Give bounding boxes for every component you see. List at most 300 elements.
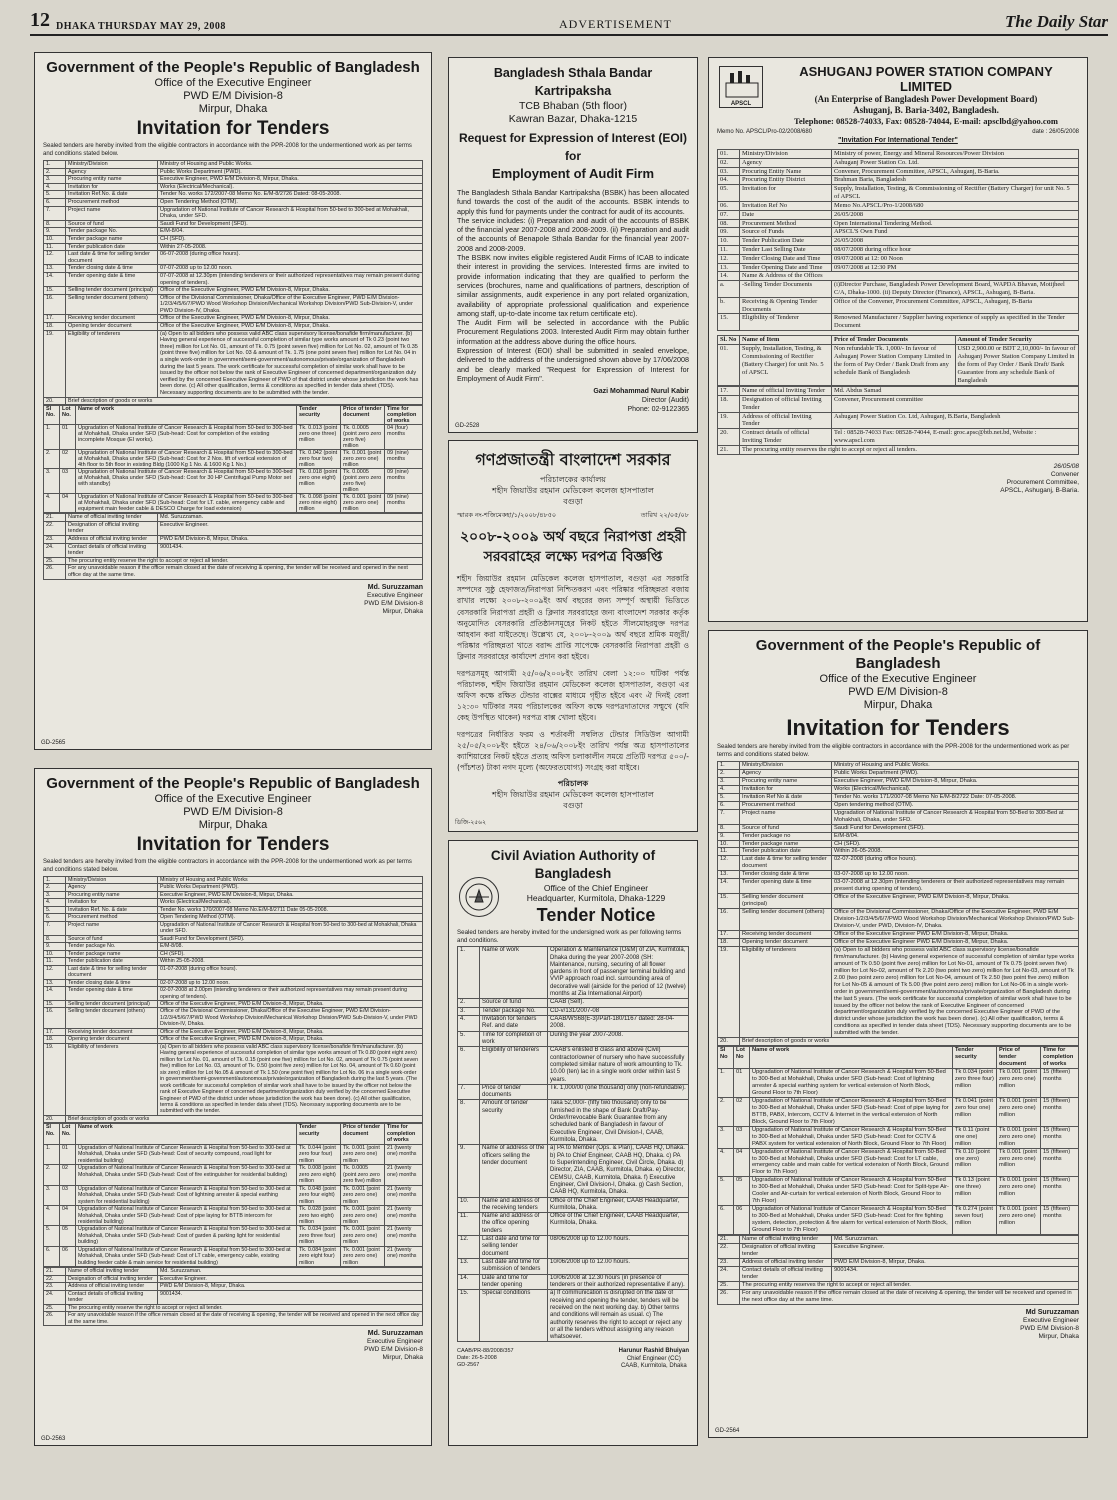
table-cell: Tk. 0.001 (point zero zero one) million [341,1185,385,1205]
table-cell: Last date and time for submission of tenders [480,1259,548,1275]
table-row [718,1258,1079,1266]
table-cell: 4. [44,183,66,191]
table-header-cell: Time for completion of works [385,406,423,425]
table-cell: Procurement method [66,198,158,206]
office-line: Office of the Executive Engineer [154,793,312,805]
bn-office: পরিচালকের কার্যালয় [540,475,606,484]
caab-ref: CAAB/PR-88/2008/357 [457,1348,514,1355]
signatory-title: Executive Engineer [366,591,423,599]
signatory-place: Mirpur, Dhaka [1038,1332,1079,1340]
table-cell: Ministry of Housing and Public Works [158,877,423,884]
table-cell: 04 [60,1206,76,1226]
table-cell: Office of the Convener, Procurement Committee, APSCL, Ashuganj, B-Baria [832,297,1079,314]
table-cell: Price of tender documents [480,1084,548,1100]
table-cell: Opening tender document [740,938,832,946]
signatory-place: CAAB, Kurmitola, Dhaka [620,1363,687,1370]
table-header-cell: Price of tender document [341,406,385,425]
gd-code: ডিজি-২৫৬২ [455,819,486,826]
table-cell: 09 (nine) months [385,494,423,513]
table-cell: Invitation for [66,183,158,191]
signatory-name: Md. Suruzzaman [367,583,423,591]
table-row [44,1268,423,1275]
table-cell: Upgradation of National Institute of Cancer Research & Hospital from 50-bed to 300-bed at Mohakhali, Dhaka, under SFD. [158,206,423,220]
table-cell: 2. [44,1165,60,1185]
table-cell: Invitation for [740,785,832,793]
table-cell: Upgradation of National Institute of Cancer Research & Hospital from 50-bed to 300-bed at Mohakhali, Dhaka under SFD (Sub-head: Cost of fire extinguisher for residential building) [76,1165,297,1185]
table-cell: Invitation Ref.No. & date [66,191,158,199]
table-cell: 21. [44,514,66,522]
table-cell: PWD E/M Division-8, Mirpur, Dhaka. [158,535,423,543]
table-row [44,1144,423,1164]
table-cell: Tk 0.001 (point zero zero one) million [997,1206,1041,1235]
table-cell: Office of the Divisional Commissioner, Dhaka/Office of the Executive Engineer, PWD E/M Division-1/2/3/4/5/6/7/PWD Wood Workshop Division/Mechanical Workshop Division/PWD Sub-Division-V, under PWD Division-IV, Dhaka. [158,1008,423,1028]
table-cell: 15 (fifteen) months [1041,1126,1079,1148]
table-row [44,228,423,236]
table-cell: 6. [44,914,66,921]
table-cell: Designation of official Inviting Tender [740,395,832,412]
apscl-price-table [717,335,1079,386]
table-cell: Tender closing date & time [66,265,158,273]
table-cell: Upgradation of National Institute of Cancer Research & Hospital from 50-bed to 300-bed at Mohakhali, Dhaka under SFD (Sub-head: Cost for completion of the existing incomplete Mosque (EI works). [76,425,297,450]
table-cell: Upgradation of National Institute of Cancer Research & Hospital from 50-Bed to 300-Bed at Mohakhali, Dhaka under SFD (Sub-head: Cost of pipe laying for BTTB, PABX, Intercom, CCTV & Internet in the vertical extension of North Block, Ground Floor to 7th Floor) [750,1097,953,1126]
division-line: PWD E/M Division-8 [848,686,948,698]
table-cell: 14. [44,272,66,286]
table-header-cell: Name of Item [740,336,832,345]
table-row [44,323,423,331]
signature-block [43,584,423,616]
table-header-cell: Price of tender document [997,1047,1041,1069]
table-cell: Office of the Executive Engineer PWD E/M Division-8, Mirpur, Dhaka. [832,930,1079,938]
table-cell: Upgradation of National Institute of Cancer Research & Hospital from 50-Bed to 300-Bed at Mohakhali, Dhaka under SFD (Sub-head: Cost for CCTV & PABX system for vertical extension of North Block, Ground Floor to 7th Floor) [750,1126,953,1148]
table-cell: Saudi Fund for Development (SFD). [158,935,423,942]
table-cell: 20. [44,1115,66,1122]
table-cell: 5. [458,1031,480,1047]
ad-title: Invitation for Tenders [136,118,330,139]
table-cell: 01. [718,150,740,159]
table-cell: Selling tender document (principal) [66,1000,158,1007]
table-row [718,245,1079,254]
signature-date: 26/05/08 [1053,462,1079,470]
table-header-cell: Price of tender document [341,1124,385,1144]
table-cell: 17. [44,1028,66,1035]
table-cell: Upgradation of National Institute of Cancer Research & Hospital from 50-Bed to 300-Bed at Mohakhali, Dhaka, under SFD. [832,809,1079,824]
tender-tail-table [717,1235,1079,1305]
table-cell: 9001434. [158,543,423,557]
table-cell: Last date & time for selling tender document [66,251,158,265]
table-row [44,494,423,513]
table-cell: Supply, Installation, Testing, & Commissioning of Rectifier (Battery Charger) for unit No. 5 of APSCL [740,345,832,386]
table-cell: 4. [718,785,740,793]
table-cell: Works (Electrical/Mechanical). [158,183,423,191]
table-row [718,1281,1079,1289]
table-row [718,1038,1079,1046]
table-cell: 6. [44,1246,60,1266]
table-cell: 04 [734,1148,750,1177]
table-cell: Convener, Procurement Committee, APSCL, Ashuganj, B-Baria. [832,167,1079,176]
table-cell: Tk 0.001 (point zero zero one) million [997,1069,1041,1098]
masthead [30,9,1108,36]
table-cell: 26. [44,565,66,579]
table-cell: 9001434. [832,1266,1079,1281]
table-cell: Tender Opening Date and Time [740,263,832,272]
table-cell: Tk. 1,000/00 (one thousand) only (non-refundable). [548,1084,689,1100]
table-cell: 5. [44,906,66,913]
signatory-division: PWD E/M Division-8 [1020,1324,1079,1332]
table-cell: 03 [734,1126,750,1148]
table-cell: 09 (nine) months [385,469,423,494]
table-cell: 1. [44,1144,60,1164]
table-header-cell: Amount of Tender Security [955,336,1079,345]
table-cell: 04. [718,176,740,185]
address-line-2: Kawran Bazar, Dhaka-1215 [508,113,638,125]
bsbk-eoi-ad [448,57,698,433]
table-cell: For any unavoidable reason if the office remain closed at the date of receiving & opening, the tender will be received and opened in the next office day at the same time. [66,1312,423,1326]
gov-heading: Government of the People's Republic of Bangladesh [755,637,1041,672]
table-cell: Tender package name [740,840,832,848]
table-row [44,469,423,494]
table-cell: 5. [718,1177,734,1206]
table-cell: 18. [44,323,66,331]
apscl-contact-table [717,386,1079,455]
table-cell: 18. [718,938,740,946]
table-cell: 12. [44,251,66,265]
table-cell: 10. [718,840,740,848]
table-cell: 03-07-2008 at 12.30pm (intending tenderers or their authorized representatives may remain present during opening of tenders). [832,879,1079,894]
table-cell: a) If communication is disrupted on the date of receiving and opening the tender, tenders will be received on the next working day. b) Other terms and conditions will remain as usual. c) The authority reserves the right to accept or reject any or all the tenders without assigning any reason whatsoever. [548,1290,689,1342]
table-cell: 10/06/2008 up to 12.00 hours. [548,1259,689,1275]
table-cell: 1. [458,947,480,999]
table-cell: Tk. 0.084 (point zero eight four) million [297,1246,341,1266]
table-row [718,1206,1079,1235]
table-cell: Tel : 08528-74033 Fax: 08528-74044, E-mail: groc.apsc@btb.net.bd, Website : www.apscl.com [832,429,1079,446]
table-cell: 07-07-2008 up to 12.00 noon. [158,265,423,273]
table-row [718,158,1079,167]
table-cell: Date and time for tender opening [480,1274,548,1290]
signatory-division: PWD E/M Division-8 [364,599,423,607]
table-cell: Date [740,210,832,219]
table-cell: Tender publication date [740,848,832,856]
table-header-cell: Lot No. [60,406,76,425]
table-row [44,294,423,315]
table-row [44,1246,423,1266]
table-cell: Office of the Chief Engineer, CAAB Headquarter, Kurmitola, Dhaka. [548,1197,689,1213]
table-row [44,251,423,265]
table-row [718,429,1079,446]
table-row [718,1177,1079,1206]
table-cell: Tk. 0.042 (point zero four two) million [297,450,341,469]
company-contact: Telephone: 08528-74033, Fax: 08528-74044, E-mail: apsclbd@yahoo.com [793,116,1058,126]
table-cell: Time for completion of work [480,1031,548,1047]
table-cell: 06 [734,1206,750,1235]
table-cell: 2. [718,1097,734,1126]
table-cell: Tender Publication Date [740,237,832,246]
apscl-logo-icon: APSCL [719,66,763,108]
table-cell: 21 (twenty one) months [385,1226,423,1246]
table-cell: Address of official inviting tender [66,535,158,543]
table-cell: 1. [718,762,740,770]
table-cell: Selling tender document (others) [66,1008,158,1028]
table-cell: Tender closing date & time [66,979,158,986]
table-cell: 18. [44,1036,66,1043]
table-cell: The procuring entity reserve the right to accept or reject all tender. [66,1304,423,1311]
ad-intro: Sealed tenders are hereby invited from the eligible contractors in accordance with the PPR-2008 for the undermentioned work as per terms and conditions stated below. [717,744,1070,758]
table-header-cell: Name of work [76,1124,297,1144]
table-row [718,1069,1079,1098]
table-cell: 3. [718,777,740,785]
table-cell: Tender publication date [66,243,158,251]
table-cell: 01 [60,425,76,450]
table-cell: 21 (twenty one) months [385,1165,423,1185]
table-row [718,201,1079,210]
table-cell: 8. [44,220,66,228]
table-cell: CH (SFD). [158,235,423,243]
table-cell: E/M-8/04. [158,228,423,236]
signature-block [457,387,689,414]
table-cell: 05 [60,1226,76,1246]
table-cell: Tk 0.034 (point zero three four) million [953,1069,997,1098]
table-cell: Ministry/Division [66,877,158,884]
table-cell: 05 [734,1177,750,1206]
table-cell: Designation of official inviting tender [66,521,158,535]
table-cell: 13. [44,979,66,986]
memo-date: date : 26/05/2008 [1032,129,1079,135]
table-cell: Works (Electrical/Mechanical). [158,899,423,906]
table-row [44,884,423,891]
caab-tender-notice [448,840,698,1446]
table-row [718,281,1079,298]
table-cell: Project name [66,206,158,220]
table-cell: 17. [44,315,66,323]
place-line: Mirpur, Dhaka [863,699,933,711]
signatory-title: Executive Engineer [366,1338,423,1345]
org-name: Bangladesh Sthala Bandar Kartripaksha [493,66,653,98]
table-row [718,832,1079,840]
table-cell: Ashuganj Power Station Co. Ltd. [832,158,1079,167]
table-cell: Procuring entity name [66,176,158,184]
table-row [44,198,423,206]
table-cell: 10. [44,235,66,243]
table-header-cell: Tender security [297,1124,341,1144]
table-cell: 1. [44,161,66,169]
table-cell: Md. Suruzzaman. [832,1236,1079,1244]
table-row [44,265,423,273]
eoi-paragraph-5: Expression of Interest (EOI) shall be submitted in sealed envelope, delivered to the address of the undersigned shown above by 17/06/2008 and be clearly marked "Request for Expression of Interest for Employment of Audit Firm". [457,346,689,383]
table-cell: 10/06/2008 at 12.30 hours (in presence of tenderers or their authorized representative if any). [548,1274,689,1290]
table-row [458,1274,689,1290]
table-cell: Ministry of power, Energy and Mineral Resources/Power Division [832,150,1079,159]
table-row [44,183,423,191]
table-cell: 15. [44,287,66,295]
table-row [44,1226,423,1246]
table-row [718,938,1079,946]
table-row [458,947,689,999]
table-cell: Address of official inviting tender [66,1283,158,1290]
memo-number: Memo No. APSCL/Pro-02/2008/680 [717,129,813,135]
caab-date: Date: 26-5-2008 [457,1355,497,1362]
table-cell: Upgradation of National Institute of Cancer Research & Hospital from 50-bed to 300-bed at Mohakhali, Dhaka under SFD (Sub-head: Cost for LT. cable, emergency cable and equipment main feeder cable & DESCO Charge for load extension) [76,494,297,513]
table-cell: 08/07/2008 during office hour [832,245,1079,254]
table-header-cell: Price of Tender Documents [832,336,956,345]
notice-intro: Sealed tenders are hereby invited for the undersigned work as per following terms and conditions. [457,929,682,944]
signatory-place: Mirpur, Dhaka [382,607,423,615]
eoi-title: Request for Expression of Interest (EOI) [458,131,688,145]
table-cell: 26. [718,1289,740,1304]
gd-code: GD-2563 [41,1436,66,1442]
table-cell: 12. [718,254,740,263]
table-cell: 19. [718,412,740,429]
table-cell: Tender package No. [66,228,158,236]
table-cell: 24. [718,1266,740,1281]
table-cell: 22. [44,1275,66,1282]
table-cell: 17. [718,387,740,396]
table-cell: Tk. 0.034 (point zero three four) million [297,1226,341,1246]
table-cell: 05. [718,185,740,202]
table-cell: Last date and time for selling tender document [480,1236,548,1259]
table-cell: Source of Funds [740,228,832,237]
table-row [44,958,423,965]
table-cell: 02-07-2008 up to 12.00 noon. [158,979,423,986]
signatory-committee: Procurement Committee, [1006,478,1079,486]
table-cell: Selling tender document (principal) [740,894,832,909]
table-cell: Upgradation of National Institute of Cancer Research & Hospital from 50-bed to 300-bed at Mohakhali, Dhaka under SFD (Sub-head: Cost of pipe laying for BTTB intercom for residential building) [76,1206,297,1226]
table-header-row [44,1124,423,1144]
section-label: ADVERTISEMENT [559,17,672,31]
table-row [718,762,1079,770]
gd-code: GD-2565 [41,740,66,746]
table-cell: Receiving & Opening Tender Documents [740,297,832,314]
table-cell: Brahman Baria, Bangladesh [832,176,1079,185]
eoi-title-for: for [565,149,581,163]
table-cell: Saudi Fund for Development (SFD). [158,220,423,228]
table-cell: Tender package No. [480,1007,548,1015]
company-enterprise: (An Enterprise of Bangladesh Power Development Board) [814,94,1038,104]
table-cell: Upgradation of National Institute of Cancer Research & Hospital from 50-Bed to 300-Bed at Mohakhali, Dhaka under SFD (Sub-head: Cost of lightning arrester & special earthing system for vertical extension of North Block, Ground Floor to 7th Floor) [750,1069,953,1098]
address-line-1: TCB Bhaban (5th floor) [519,100,627,112]
table-row [44,521,423,535]
org-name: Civil Aviation Authority of Bangladesh [490,848,656,881]
table-header-cell: Sl No. [44,1124,60,1144]
table-row [718,167,1079,176]
table-cell: 06-07-2008 (during office hours). [158,251,423,265]
table-cell: 10. [718,237,740,246]
table-cell: 2. [44,168,66,176]
table-row [44,1036,423,1043]
table-cell: 16. [44,1008,66,1028]
table-cell: 03 [60,469,76,494]
table-cell: 15. [458,1290,480,1342]
signatory-name: Md Suruzzaman [1025,1308,1079,1316]
table-cell: 6. [718,801,740,809]
table-cell: 03. [718,167,740,176]
notice-title: Tender Notice [536,905,656,925]
table-cell: CAAB/WS68(E-3)/Part-180/1167 dated: 28-04-2008. [548,1016,689,1032]
table-cell: Designation of official inviting tender [740,1243,832,1258]
bn-signatory-hospital: শহীদ জিয়াউর রহমান মেডিকেল কলেজ হাসপাতাল [492,790,654,800]
table-row [44,987,423,1001]
table-cell: 3. [718,1126,734,1148]
table-cell: 15 (fifteen) months [1041,1148,1079,1177]
bn-hospital: শহীদ জিয়াউর রহমান মেডিকেল কলেজ হাসপাতাল [492,486,654,495]
table-cell: The procuring entity reserves the right to accept or reject all tenders. [740,445,1079,454]
table-cell: Tk. 0.044 (point zero four four) million [297,1144,341,1164]
table-cell: 04 [60,494,76,513]
table-cell: 15. [44,1000,66,1007]
table-cell: Executive Engineer, PWD E/M Division-8, Mirpur, Dhaka. [158,891,423,898]
table-cell: 11. [458,1213,480,1236]
table-row [44,943,423,950]
memo-row [717,129,1079,135]
eoi-paragraph-1: The Bangladesh Sthala Bandar Kartripaksha (BSBK) has been allocated fund towards the cost of the audit of the accounts. BSBK intends to apply this fund for payments under the contract for audit of its accounts. [457,188,689,216]
table-row [718,237,1079,246]
table-cell: Tk. 0.013 (point zero one three) million [297,425,341,450]
table-header-cell: Name of work [750,1047,953,1069]
bn-signatory-city: বগুড়া [563,801,583,811]
table-cell: 5. [44,1226,60,1246]
table-row [44,535,423,543]
table-cell: Opening tender document [66,323,158,331]
table-cell: Tender No. works 170/2007-08 Memo No.E/M-8/2711 Date 05-05-2008. [158,906,423,913]
table-cell: Tk. 0.018 (point zero one eight) million [297,469,341,494]
memo-date: তারিখ ২২/০৫/০৮ [640,511,689,519]
table-cell: Receiving tender document [66,315,158,323]
table-row [44,557,423,565]
table-cell: 4. [44,494,60,513]
table-header-cell: Tender security [953,1047,997,1069]
table-cell: Opening tender document [66,1036,158,1043]
table-row [718,809,1079,824]
table-cell: 1. [44,425,60,450]
place-line: Mirpur, Dhaka [198,819,268,831]
table-cell: 25. [44,1304,66,1311]
table-cell: CD-v/131/2007-08 [548,1007,689,1015]
pwd-tender-ad-2 [708,630,1088,1438]
table-cell: 20. [718,1038,740,1046]
table-row [718,387,1079,396]
table-cell: Ministry/Division [740,150,832,159]
table-row [718,848,1079,856]
table-cell: Office of the Executive Engineer, PWD E/M Division-8, Mirpur, Dhaka. [158,1000,423,1007]
table-cell: 22. [44,521,66,535]
table-cell: 2. [458,999,480,1007]
table-cell: 23. [44,1283,66,1290]
table-cell: 07-07-2008 at 12.30pm (intending tenderers or their authorized representatives may remain present during opening of tenders). [158,272,423,286]
pwd-tender-ad-3 [34,768,432,1446]
table-cell: Office of the Executive Engineer, PWD E/M Division-8, Mirpur, Dhaka. [158,323,423,331]
table-cell: Tender Closing Date and Time [740,254,832,263]
table-cell: Procuring Entity Name [740,167,832,176]
table-cell: Md. Suruzzaman. [158,1268,423,1275]
office-line: Office of the Executive Engineer [154,77,312,89]
table-cell: 03-07-2008 up to 12.00 noon. [832,871,1079,879]
table-cell: Name of work [480,947,548,999]
eoi-paragraph-4: The Audit Firm will be selected in accordance with the Public Procurement Regulations 2003. Interested Audit Firm may obtain further information at the address above during the office hours. [457,318,689,346]
table-row [44,914,423,921]
table-row [718,769,1079,777]
table-cell: 4. [458,1016,480,1032]
table-cell: 13. [44,265,66,273]
table-row [44,287,423,295]
table-row [44,1304,423,1311]
table-cell: Public Works Department (PWD). [158,884,423,891]
table-cell: 02 [60,1165,76,1185]
table-cell: Tk 0.10 (point one zero) million [953,1148,997,1177]
table-row [458,1084,689,1100]
table-cell: (a) Open to all bidders who possess valid ABC class supervisory license/bonafide firm/manufacturer. (b) Having general experience of successful completion of similar type works amount of Tk 0.80 (point eight zero) million for Lot No. 01, amount of Tk. 0.15 (point one five) million for Lot No. 02, amount of Tk 0.75 (point seven five) million for Lot No. 03, amount of Tk. 0.50 (point five zero) million for Lot No. 04, amount of Tk 0.60 (point six zero) million for Lot No.05 & amount of Tk 1.50 (one point five) million for Lot No. 06 in a single work-order in government/semi-government/autonomous/private/organization of Bangladesh during the last 5 years. (The work certificate for successful completion of similar work shall have to be issued by the officer not below the rank of Executive Engineer of concerned department/organization duly verified by the concerned Executive Engineer of PWD of the district under whose jurisdiction the work has been done). (c) All other qualification, terms & conditions as specified in tender data sheet (TDS). Necessary supporting documents are to be submitted with the tender. [158,1043,423,1115]
table-cell: Last date & time for selling tender document [740,856,832,871]
table-cell: Tk. 0.001 (point zero zero one) million [341,1144,385,1164]
table-cell: Procuring entity name [740,777,832,785]
table-cell: Upgradation of National Institute of Cancer Research & Hospital from 50-Bed to 300-Bed at Mohakhali, Dhaka under SFD (Sub-head: Cost for Split-type Air-Cooler and Air-curtain for vertical extension of North Block, Ground Floor to 7th Floor) [750,1177,953,1206]
